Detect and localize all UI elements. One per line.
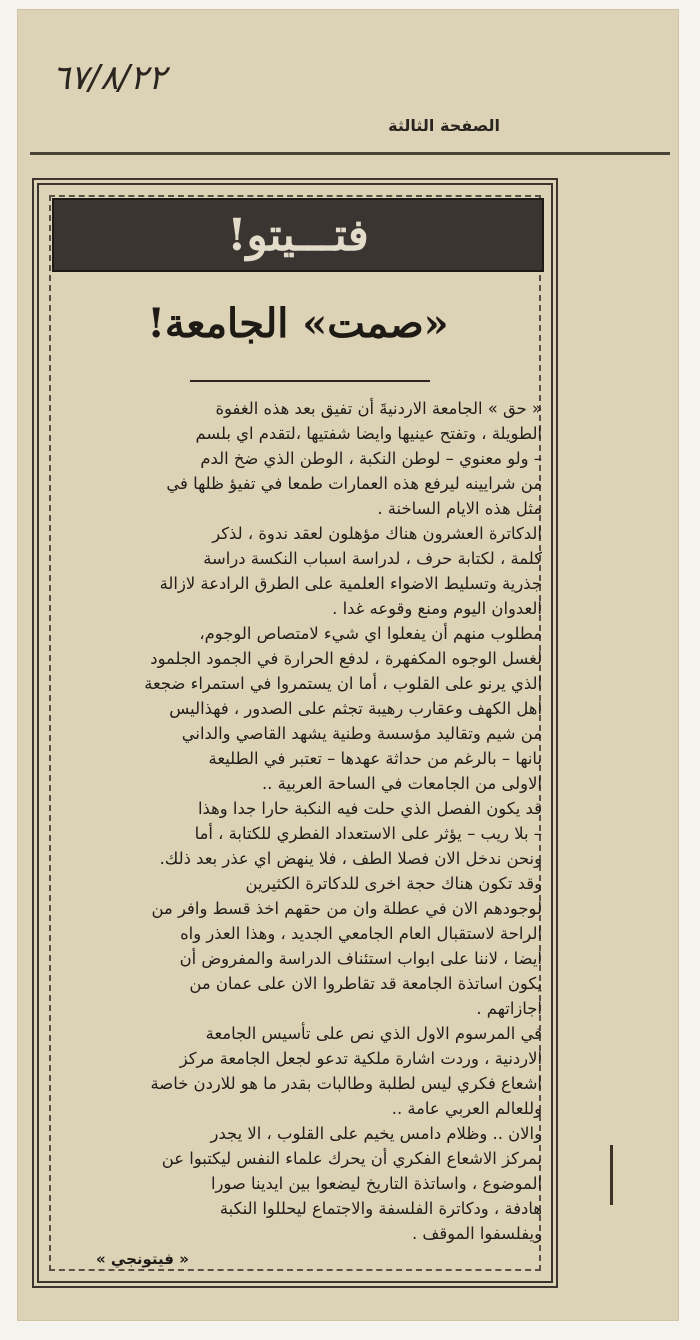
article-line: « حق » الجامعة الاردنيةَ أن تفيق بعد هذه الغفوة bbox=[215, 399, 542, 418]
column-banner-title: فتـــيتو! bbox=[227, 209, 369, 261]
handwritten-date: ٦٧/٨/٢٢ bbox=[52, 58, 167, 98]
article-line: جذرية وتسليط الاضواء العلمية على الطرق الرادعة لازالة bbox=[159, 574, 542, 593]
pencil-mark bbox=[610, 1145, 613, 1205]
article-line: اشعاع فكري ليس لطلبة وطالبات بقدر ما هو للاردن خاصة bbox=[150, 1074, 542, 1093]
article-paragraph bbox=[58, 1121, 542, 1246]
article-line: الذي يرنو على القلوب ، أما ان يستمروا في استمراء ضجعة bbox=[144, 674, 542, 693]
article-line: كلمة ، لكتابة حرف ، لدراسة اسباب النكسة دراسة bbox=[203, 549, 542, 568]
article-line: – بلا ريب – يؤثر على الاستعداد الفطري للكتابة ، أما bbox=[194, 824, 542, 843]
article-line: ونحن ندخل الان فصلا الطف ، فلا ينهض اي عذر بعد ذلك. bbox=[159, 849, 542, 868]
article-line: من شيم وتقاليد مؤسسة وطنية يشهد القاصي والداني bbox=[181, 724, 542, 743]
column-banner bbox=[52, 198, 544, 272]
page-label: الصفحة الثالثة bbox=[388, 116, 500, 135]
article-line: ويفلسفوا الموقف . bbox=[411, 1224, 542, 1243]
header-rule bbox=[30, 152, 670, 155]
article-line: يكون اساتذة الجامعة قد تقاطروا الان على عمان من bbox=[189, 974, 542, 993]
article-paragraph bbox=[58, 871, 542, 1021]
article-line: الموضوع ، واساتذة التاريخ ليضعوا بين ايدينا صورا bbox=[210, 1174, 542, 1193]
article-line: من شرايينه ليرفع هذه العمارات طمعا في تفيؤ ظلها في bbox=[166, 474, 542, 493]
article-line: ايضا ، لاننا على ابواب استئناف الدراسة والمفروض أن bbox=[179, 949, 542, 968]
article-line: والان .. وظلام دامس يخيم على القلوب ، الا يجدر bbox=[210, 1124, 542, 1143]
article-line: مطلوب منهم أن يفعلوا اي شيء لامتصاص الوجوم، bbox=[199, 624, 542, 643]
author-signature: « فيتونجي » bbox=[96, 1250, 189, 1268]
article-line: مثل هذه الايام الساخنة . bbox=[377, 499, 542, 518]
article-line: العدوان اليوم ومنع وقوعه غدا . bbox=[332, 599, 542, 618]
article-line: اجازاتهم . bbox=[476, 999, 542, 1018]
article-body bbox=[58, 396, 542, 1246]
article-line: وللعالم العربي عامة .. bbox=[391, 1099, 542, 1118]
article-line: قد يكون الفصل الذي حلت فيه النكبة حارا جدا وهذا bbox=[198, 799, 542, 818]
article-line: لوجودهم الان في عطلة وان من حقهم اخذ قسط وافر من bbox=[151, 899, 542, 918]
article-line: الاردنية ، وردت اشارة ملكية تدعو لجعل الجامعة مركز bbox=[179, 1049, 542, 1068]
article-line: الراحة لاستقبال العام الجامعي الجديد ، وهذا العذر واه bbox=[180, 924, 542, 943]
article-line: اهل الكهف وعقارب رهيبة تجثم على الصدور ، فهذاليس bbox=[169, 699, 542, 718]
article-paragraph bbox=[58, 796, 542, 871]
headline-separator bbox=[190, 380, 430, 382]
article-line: – ولو معنوي – لوطن النكبة ، الوطن الذي ضخ الدم bbox=[200, 449, 542, 468]
article-headline: «صمت» الجامعة! bbox=[147, 300, 449, 347]
article-line: الطويلة ، وتفتح عينيها وايضا شفتيها ،لتقدم اي بلسم bbox=[195, 424, 542, 443]
article-paragraph bbox=[58, 396, 542, 521]
article-paragraph bbox=[58, 1021, 542, 1121]
article-line: الدكاترة العشرون هناك مؤهلون لعقد ندوة ، لذكر bbox=[212, 524, 542, 543]
article-line: في المرسوم الاول الذي نص على تأسيس الجامعة bbox=[205, 1024, 542, 1043]
article-line: الاولى من الجامعات في الساحة العربية .. bbox=[261, 774, 542, 793]
article-paragraph bbox=[58, 521, 542, 621]
article-line: وقد تكون هناك حجة اخرى للدكاترة الكثيرين bbox=[245, 874, 542, 893]
article-line: بمركز الاشعاع الفكري أن يحرك علماء النفس ليكتبوا عن bbox=[161, 1149, 542, 1168]
article-line: هادفة ، ودكاترة الفلسفة والاجتماع ليحللوا النكبة bbox=[219, 1199, 542, 1218]
article-paragraph bbox=[58, 621, 542, 796]
article-line: لغسل الوجوه المكفهرة ، لدفع الحرارة في الجمود الجلمود bbox=[150, 649, 542, 668]
article-line: بانها – بالرغم من حداثة عهدها – تعتبر في الطليعة bbox=[208, 749, 542, 768]
